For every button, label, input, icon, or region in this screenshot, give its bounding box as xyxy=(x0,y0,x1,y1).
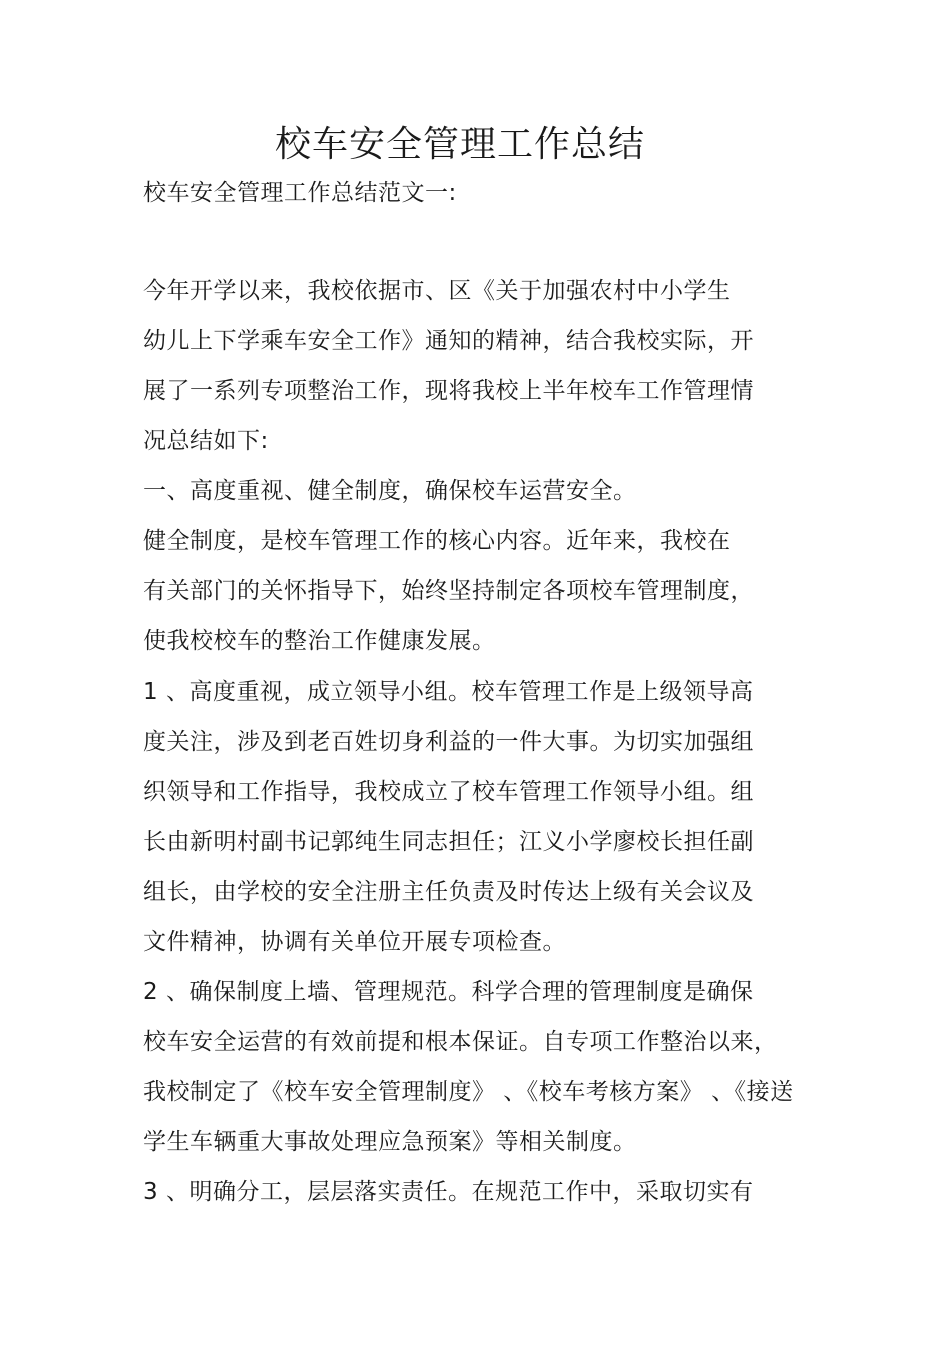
paragraph-line: 有关部门的关怀指导下，始终坚持制定各项校车管理制度， xyxy=(143,578,754,604)
paragraph-line: 度关注，涉及到老百姓切身利益的一件大事。为切实加强组 xyxy=(143,729,754,755)
paragraph-line: 1 、高度重视，成立领导小组。校车管理工作是上级领导高 xyxy=(143,679,754,705)
section-heading: 一、高度重视、健全制度，确保校车运营安全。 xyxy=(143,478,637,504)
paragraph-line: 校车安全运营的有效前提和根本保证。自专项工作整治以来， xyxy=(143,1029,778,1055)
document-title: 校车安全管理工作总结 xyxy=(274,124,645,165)
subtitle-line: 校车安全管理工作总结范文一: xyxy=(143,180,457,206)
paragraph-line: 健全制度，是校车管理工作的核心内容。近年来，我校在 xyxy=(143,528,731,554)
paragraph-line: 文件精神，协调有关单位开展专项检查。 xyxy=(143,929,566,955)
paragraph-line: 学生车辆重大事故处理应急预案》等相关制度。 xyxy=(143,1129,637,1155)
paragraph-line: 长由新明村副书记郭纯生同志担任；江义小学廖校长担任副 xyxy=(143,829,754,855)
paragraph-line: 幼儿上下学乘车安全工作》通知的精神，结合我校实际，开 xyxy=(143,328,754,354)
paragraph-line: 我校制定了《校车安全管理制度》 、《校车考核方案》 、《接送 xyxy=(143,1079,794,1105)
paragraph-line: 3 、明确分工，层层落实责任。在规范工作中，采取切实有 xyxy=(143,1179,754,1205)
paragraph-line: 况总结如下: xyxy=(143,428,269,454)
paragraph-line: 今年开学以来，我校依据市、区《关于加强农村中小学生 xyxy=(143,278,731,304)
paragraph-line: 展了一系列专项整治工作，现将我校上半年校车工作管理情 xyxy=(143,378,754,404)
paragraph-line: 2 、确保制度上墙、管理规范。科学合理的管理制度是确保 xyxy=(143,979,754,1005)
paragraph-line: 使我校校车的整治工作健康发展。 xyxy=(143,628,496,654)
paragraph-line: 组长，由学校的安全注册主任负责及时传达上级有关会议及 xyxy=(143,879,754,905)
paragraph-line: 织领导和工作指导，我校成立了校车管理工作领导小组。组 xyxy=(143,779,754,805)
